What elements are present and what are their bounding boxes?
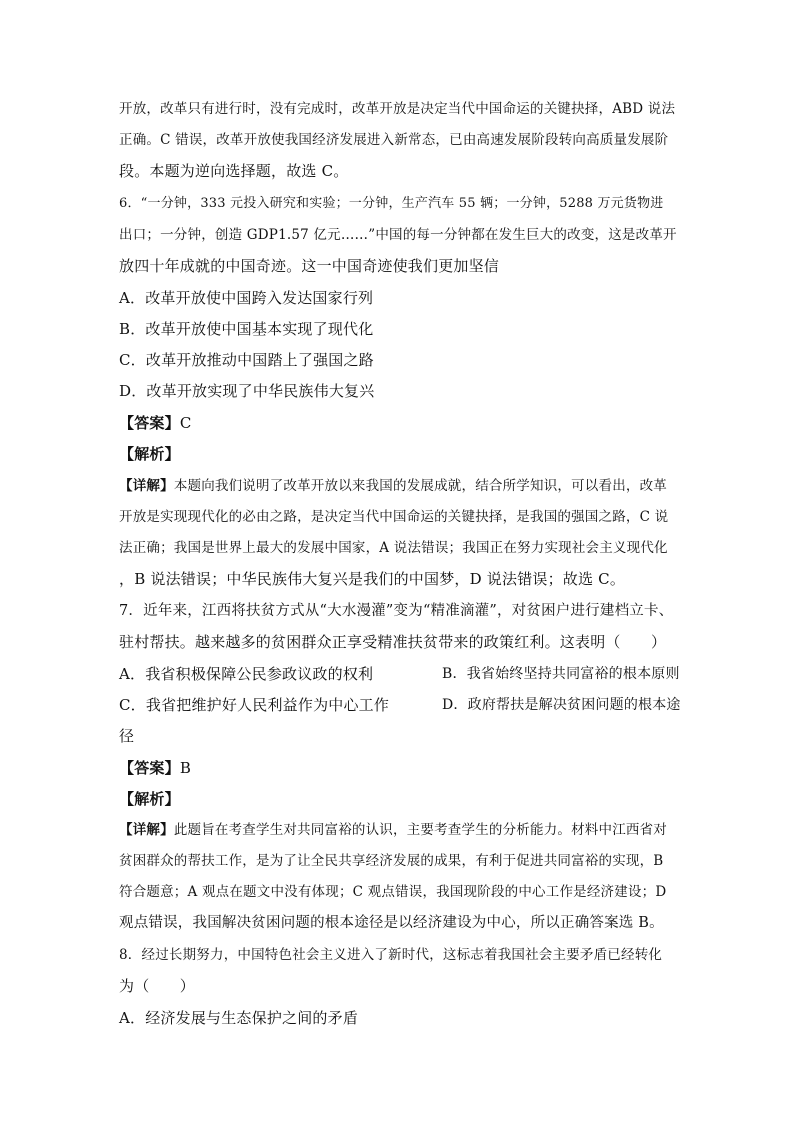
question-8-stem: 为（ ） (119, 977, 196, 995)
text-line: 段。本题为逆向选择题，故选 C。 (119, 162, 349, 180)
option-d: D．改革开放实现了中华民族伟大复兴 (119, 382, 375, 400)
question-8-stem: 8．经过长期努力，中国特色社会主义进入了新时代，这标志着我国社会主要矛盾已经转化 (119, 947, 663, 963)
option-c: C．我省把维护好人民利益作为中心工作 (119, 696, 390, 714)
detail-line (119, 820, 679, 840)
option-c: C．改革开放推动中国踏上了强国之路 (119, 351, 374, 369)
detail-line: 法正确；我国是世界上最大的发展中国家，A 说法错误；我国正在努力实现社会主义现代化 (119, 540, 668, 556)
answer-label: 【答案】 (119, 414, 180, 432)
option-a: A．经济发展与生态保护之间的矛盾 (119, 1009, 359, 1027)
question-7-stem: 7．近年来，江西将扶贫方式从“大水漫灌”变为“精准滴灌”，对贫困户进行建档立卡、 (119, 603, 674, 619)
question-6-stem: 出口；一分钟，创造 GDP1.57 亿元……”中国的每一分钟都在发生巨大的改变，这是改革开 (119, 227, 677, 243)
analysis-label: 【解析】 (119, 790, 180, 808)
answer-value: B (179, 759, 192, 777)
detail-line: ，B 说法错误；中华民族伟大复兴是我们的中国梦，D 说法错误；故选 C。 (119, 570, 626, 588)
option-a: A．改革开放使中国跨入发达国家行列 (119, 289, 374, 307)
detail-text: 本题向我们说明了改革开放以来我国的发展成就，结合所学知识，可以看出，改革 (173, 478, 668, 494)
option-d-continued: 径 (119, 727, 135, 745)
analysis-label: 【解析】 (119, 445, 180, 463)
answer-label: 【答案】 (119, 759, 180, 777)
detail-label: 【详解】 (119, 822, 174, 838)
option-d: D．政府帮扶是解决贫困问题的根本途 (442, 697, 681, 713)
detail-label: 【详解】 (119, 478, 174, 494)
answer-value: C (179, 414, 192, 432)
detail-line: 符合题意；A 观点在题文中没有体现；C 观点错误，我国现阶段的中心工作是经济建设；D (119, 884, 667, 900)
question-6-stem: 放四十年成就的中国奇迹。这一中国奇迹使我们更加坚信 (119, 257, 500, 275)
question-6-stem: 6．“一分钟，333 元投入研究和实验；一分钟，生产汽车 55 辆；一分钟，5288 万元货物进 (119, 196, 664, 211)
option-b: B．改革开放使中国基本实现了现代化 (119, 320, 374, 338)
option-b: B．我省始终坚持共同富裕的根本原则 (442, 666, 680, 682)
answer-line (119, 758, 679, 778)
detail-line: 贫困群众的帮扶工作，是为了让全民共享经济发展的成果，有利于促进共同富裕的实现，B (119, 853, 664, 869)
detail-line: 开放是实现现代化的必由之路，是决定当代中国命运的关键抉择，是我国的强国之路，C 说 (119, 509, 669, 525)
detail-line: 观点错误，我国解决贫困问题的根本途径是以经济建设为中心，所以正确答案选 B。 (119, 915, 664, 931)
answer-line (119, 413, 679, 433)
text-line: 正确。C 错误，改革开放使我国经济发展进入新常态，已由高速发展阶段转向高质量发展阶 (119, 132, 669, 148)
detail-line (119, 476, 679, 496)
detail-text: 此题旨在考查学生对共同富裕的认识，主要考查学生的分析能力。材料中江西省对 (173, 822, 668, 838)
option-a: A．我省积极保障公民参政议政的权利 (119, 665, 374, 683)
question-7-stem: 驻村帮扶。越来越多的贫困群众正享受精准扶贫带来的政策红利。这表明（ ） (119, 633, 667, 651)
text-line: 开放，改革只有进行时，没有完成时，改革开放是决定当代中国命运的关键抉择，ABD 说法 (119, 101, 676, 117)
